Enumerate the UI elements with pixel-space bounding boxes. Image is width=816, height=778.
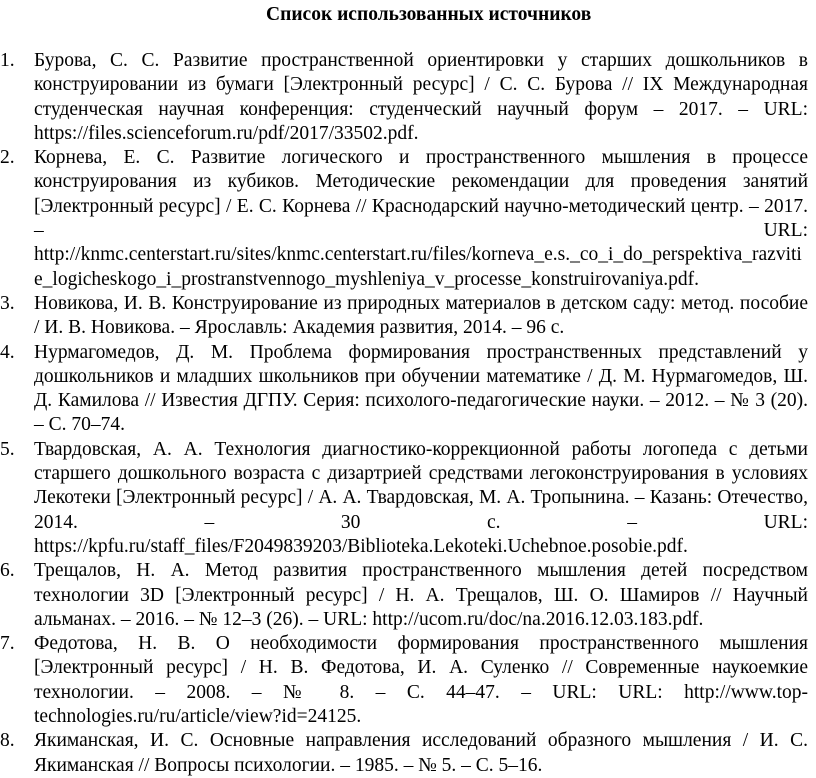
reference-text: Новикова, И. В. Конструирование из природных материалов в детском саду: метод. пособие / И. В. Новикова. – Ярославль: Академия развития, 2014. – 96 с. (34, 292, 808, 339)
reference-text: Федотова, Н. В. О необходимости формирования пространственного мышления [Электронный ресурс] / Н. В. Федотова, И. А. Суленко // Современные наукоемкие технологии. – 2008. – № 8. – С. 44–47. – URL: URL: http://www.top-technologies.ru/ru/article/view?id=24125. (34, 633, 808, 728)
reference-list (0, 49, 808, 778)
reference-text: Нурмагомедов, Д. М. Проблема формирования пространственных представлений у дошкольников и младших школьников при обучении математике / Д. М. Нурмагомедов, Ш. Д. Камилова // Известия ДГПУ. Серия: психолого-педагогические науки. – 2012. – № 3 (20). – С. 70–74. (34, 341, 808, 436)
reference-item (0, 49, 808, 146)
page-title: Список использованных источников (266, 4, 592, 25)
reference-text: Бурова, С. С. Развитие пространственной ориентировки у старших дошкольников в конструировании из бумаги [Электронный ресурс] / С. С. Бурова // IX Международная студенческая научная конференция: студенческий научный форум – 2017. – URL: https://files.scienceforum.ru/pdf/2017/33502.pdf. (34, 50, 808, 144)
reference-text: Корнева, Е. С. Развитие логического и пространственного мышления в процессе конструирования из кубиков. Методические рекомендации для проведения занятий [Электронный ресурс] / Е. С. Корнева // Краснодарский научно-методический центр. – 2017. – URL: http://knmc.centerstart.ru/sites/knmc.centerstart.ru/files/korneva_e.s._co_i_do_perspektiva_razvitie_logicheskogo_i_prostranstvennogo_myshleniya_v_processe_konstruirovaniya.pdf. (34, 147, 808, 290)
reference-item (0, 729, 808, 778)
reference-number: 8. (0, 730, 15, 752)
reference-number: 1. (0, 50, 15, 71)
reference-number: 4. (0, 341, 15, 363)
reference-text: Твардовская, А. А. Технология диагностико-коррекционной работы логопеда с детьми старшего дошкольного возраста с дизартрией средствами легоконструирования в условиях Лекотеки [Электронный ресурс] / А. А. Твардовская, М. А. Тропынина. – Казань: Отечество, 2014. – 30 с. – URL: https://kpfu.ru/staff_files/F2049839203/Biblioteka.Lekoteki.Uchebnoe.posobie.pdf. (34, 438, 808, 557)
reference-item (0, 438, 808, 559)
reference-item (0, 292, 808, 341)
reference-number: 6. (0, 560, 15, 582)
reference-item (0, 341, 808, 438)
reference-number: 7. (0, 633, 15, 655)
reference-number: 3. (0, 292, 15, 314)
reference-item (0, 559, 808, 632)
reference-text: Якиманская, И. С. Основные направления исследований образного мышления / И. С. Якиманская // Вопросы психологии. – 1985. – № 5. – С. 5–16. (34, 730, 808, 776)
reference-text: Трещалов, Н. А. Метод развития пространственного мышления детей посредством технологии 3D [Электронный ресурс] / Н. А. Трещалов, Ш. О. Шамиров // Научный альманах. – 2016. – № 12–3 (26). – URL: http://ucom.ru/doc/na.2016.12.03.183.pdf. (34, 560, 808, 630)
reference-item (0, 146, 808, 292)
reference-number: 5. (0, 438, 15, 460)
reference-number: 2. (0, 147, 15, 169)
reference-item (0, 632, 808, 729)
